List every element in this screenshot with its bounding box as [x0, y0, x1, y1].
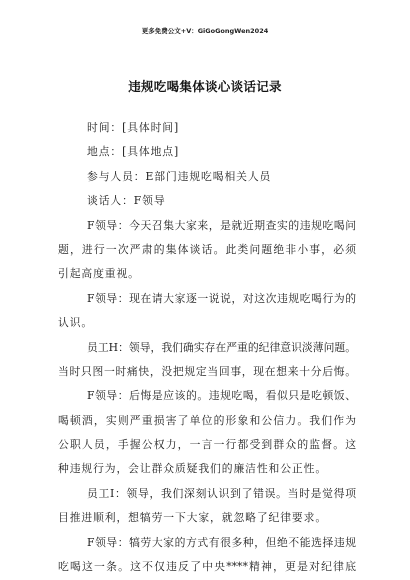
- paragraph-line: 种违规行为，会让群众质疑我们的廉洁性和公正性。: [58, 462, 328, 476]
- paragraph-line: F领导：今天召集大家来，是就近期查实的违规吃喝问: [87, 218, 356, 232]
- paragraph-line: 喝顿酒，实则严重损害了单位的形象和公信力。我们作为: [58, 413, 356, 427]
- paragraph-line: F领导：犒劳大家的方式有很多种，但绝不能选择违规: [87, 535, 356, 549]
- paragraph-line: F领导：后悔是应该的。违规吃喝，看似只是吃顿饭、: [87, 389, 356, 403]
- paragraph-line: 目推进顺利，想犒劳一下大家，就忽略了纪律要求。: [58, 511, 328, 525]
- paragraph: [58, 214, 356, 287]
- paragraph: [58, 336, 356, 385]
- paragraph-line: 认识。: [58, 316, 94, 330]
- paragraph: [58, 287, 356, 336]
- meta-time: 时间：[具体时间]: [87, 121, 180, 134]
- paragraph-line: F领导：现在请大家逐一说说，对这次违规吃喝行为的: [87, 291, 356, 305]
- header-note: 更多免费公文+V：GiGoGongWen2024: [141, 27, 269, 35]
- document-title: 违规吃喝集体谈心谈话记录: [128, 79, 282, 94]
- paragraph-line: 员工H：领导，我们确实存在严重的纪律意识淡薄问题。: [87, 340, 356, 354]
- paragraph: [58, 482, 356, 531]
- paragraph-line: 当时只图一时痛快，没把规定当回事，现在想来十分后悔。: [58, 364, 356, 378]
- paragraph: [58, 531, 356, 580]
- paragraph-line: 员工I：领导，我们深刻认识到了错误。当时是觉得项: [87, 486, 356, 500]
- paragraph-line: 公职人员，手握公权力，一言一行都受到群众的监督。这: [58, 438, 356, 452]
- meta-participants: 参与人员：E部门违规吃喝相关人员: [87, 169, 272, 183]
- meta-interviewer: 谈话人：F领导: [87, 194, 166, 208]
- document-body: [58, 116, 356, 579]
- paragraph-line: 引起高度重视。: [58, 267, 140, 281]
- paragraph-line: 吃喝这一条。这不仅违反了中央****精神，更是对纪律底: [58, 560, 356, 574]
- meta-place: 地点：[具体地点]: [87, 145, 180, 159]
- paragraph-line: 题，进行一次严肃的集体谈话。此类问题绝非小事，必须: [58, 242, 356, 256]
- meta-block: [58, 116, 356, 214]
- paragraph: [58, 384, 356, 482]
